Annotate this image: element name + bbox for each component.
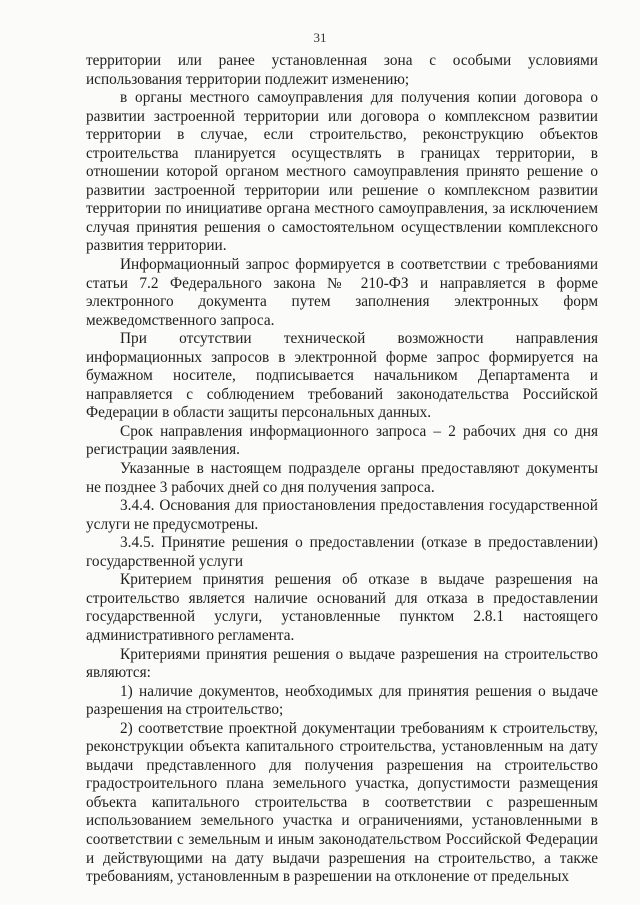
paragraph-issue-criteria: Критериями принятия решения о выдаче разрешения на строительство являются: bbox=[86, 645, 598, 682]
section-3-4-4: 3.4.4. Основания для приостановления предоставления государственной услуги не предусмотрены. bbox=[86, 497, 598, 533]
paragraph-continuation: территории или ранее установленная зона с особыми условиями использования территории подлежит изменению; bbox=[86, 52, 598, 88]
document-body bbox=[86, 52, 598, 887]
list-item-1: 1) наличие документов, необходимых для принятия решения о выдаче разрешения на строительство; bbox=[86, 682, 598, 719]
page-number: 31 bbox=[313, 30, 327, 45]
list-item-2: 2) соответствие проектной документации требованиям к строительству, реконструкции объекта капитального строительства, установленным на дату выдачи представленного для получения разрешения на строительство градостроительного плана земельного участка, допустимости размещения объекта капитального строительства в соответствии с разрешенным использованием земельного участка и ограничениями, установленными в соответствии с земельным и иным законодательством Российской Федерации и действующими на дату выдачи разрешения на строительство, а также требованиям, установленным в разрешении на отклонение от предельных bbox=[86, 719, 598, 886]
paragraph-info-request: Информационный запрос формируется в соответствии с требованиями статьи 7.2 Федерального закона № 210-ФЗ и направляется в форме электронного документа путем заполнения электронных форм межведомственного запроса. bbox=[86, 256, 598, 329]
section-3-4-5-heading: 3.4.5. Принятие решения о предоставлении (отказе в предоставлении) государственной услуги bbox=[86, 534, 598, 570]
paragraph-request-deadline: Срок направления информационного запроса – 2 рабочих дня со дня регистрации заявления. bbox=[86, 422, 598, 459]
paragraph-refusal-criterion: Критерием принятия решения об отказе в выдаче разрешения на строительство является наличие оснований для отказа в предоставлении государственной услуги, установленные пунктом 2.8.1 настоящего административного регламента. bbox=[86, 571, 598, 644]
paragraph-local-authorities: в органы местного самоуправления для получения копии договора о развитии застроенной территории или договора о комплексном развитии территории в случае, если строительство, реконструкцию объектов строительства планируется осуществлять в границах территории, в отношении которой органом местного самоуправления принято решение о развитии застроенной территории или решение о комплексном развитии территории по инициативе органа местного самоуправления, за исключением случая принятия решения о самостоятельном осуществлении комплексного развития территории. bbox=[86, 89, 598, 255]
paragraph-paper-request: При отсутствии технической возможности направления информационных запросов в электронной форме запрос формируется на бумажном носителе, подписывается начальником Департамента и направляется с соблюдением требований законодательства Российской Федерации в области защиты персональных данных. bbox=[86, 330, 598, 422]
paragraph-response-deadline: Указанные в настоящем подразделе органы предоставляют документы не позднее 3 рабочих дней со дня получения запроса. bbox=[86, 460, 598, 496]
